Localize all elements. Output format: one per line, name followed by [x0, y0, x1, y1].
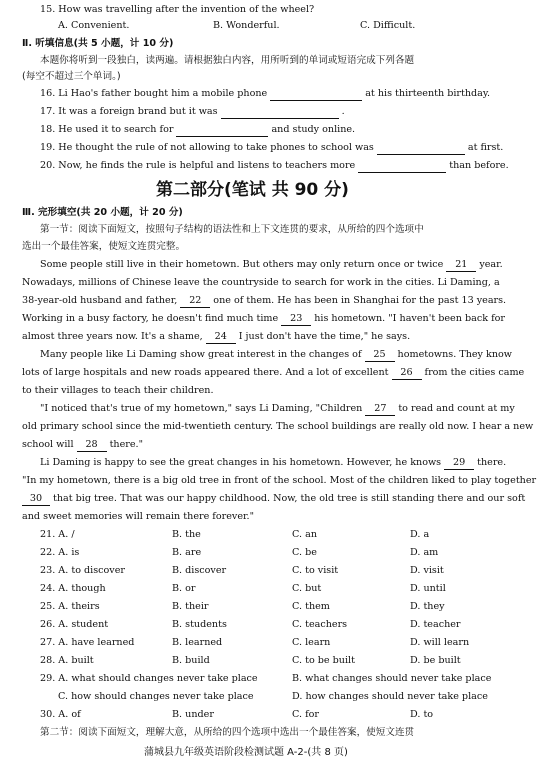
option-b[interactable]: B. under — [172, 709, 214, 720]
section2-heading: Ⅱ. 听填信息(共 5 小题，计 10 分) — [22, 38, 174, 49]
option-a[interactable]: 26. A. student — [40, 619, 109, 630]
section3-heading: Ⅲ. 完形填空(共 20 小题，计 20 分) — [22, 207, 183, 218]
option-a[interactable]: 27. A. have learned — [40, 637, 135, 648]
option-a[interactable]: 24. A. though — [40, 583, 106, 594]
option-b[interactable]: B. what changes should never take place — [292, 673, 492, 684]
passage-line: old primary school since the mid-twentieth century. The school buildings are really old now. I hear a new — [22, 421, 534, 432]
section3-instruction: 第一节：阅读下面短文，按照句子结构的语法性和上下文连贯的要求，从所给的四个选项中 — [40, 224, 424, 235]
option-d[interactable]: D. a — [410, 529, 430, 540]
option-a[interactable]: 23. A. to discover — [40, 565, 125, 576]
q16-blank[interactable] — [270, 88, 362, 101]
option-c[interactable]: C. for — [292, 709, 320, 720]
q19: 19. He thought the rule of not allowing to take phones to school was at first. — [40, 142, 504, 153]
q16: 16. Li Hao's father bought him a mobile phone at his thirteenth birthday. — [40, 88, 491, 99]
option-c[interactable]: C. how should changes never take place — [58, 691, 254, 702]
passage-line: Many people like Li Daming show great interest in the changes of 25 hometowns. They know — [40, 349, 512, 360]
blank-24[interactable]: 24 — [206, 331, 236, 344]
passage-line: Nowadays, millions of Chinese leave the countryside to search for work in the cities. Li Daming, a — [22, 277, 500, 288]
option-d[interactable]: D. until — [410, 583, 446, 594]
passage-line: Li Daming is happy to see the great changes in his hometown. However, he knows 29 there. — [40, 457, 507, 468]
passage-line: school will 28 there." — [22, 439, 144, 450]
option-c[interactable]: C. to be built — [292, 655, 355, 666]
blank-23[interactable]: 23 — [281, 313, 311, 326]
q20: 20. Now, he finds the rule is helpful and listens to teachers more than before. — [40, 160, 509, 171]
part2-title: 第二部分(笔试 共 90 分) — [156, 180, 349, 200]
q19-blank[interactable] — [377, 142, 465, 155]
option-a[interactable]: 22. A. is — [40, 547, 80, 558]
passage-line: "I noticed that's true of my hometown," says Li Daming, "Children 27 to read and count at my — [40, 403, 515, 414]
page-footer: 蒲城县九年级英语阶段检测试题 A-2-(共 8 页) — [144, 747, 348, 758]
passage-line: Working in a busy factory, he doesn't find much time 23 his hometown. "I haven't been back for — [22, 313, 505, 324]
blank-27[interactable]: 27 — [365, 403, 395, 416]
blank-26[interactable]: 26 — [392, 367, 422, 380]
option-a[interactable]: 21. A. / — [40, 529, 75, 540]
passage-line: lots of large hospitals and new roads appeared there. And a lot of excellent 26 from the cities came — [22, 367, 525, 378]
blank-25[interactable]: 25 — [365, 349, 395, 362]
option-d[interactable]: D. am — [410, 547, 439, 558]
q15-option-c: C. Difficult. — [360, 20, 416, 31]
section3-instruction-2: 选出一个最佳答案，使短文连贯完整。 — [22, 241, 186, 252]
section2-instruction: 本题你将听到一段独白，读两遍。请根据独白内容，用所听到的单词或短语完成下列各题 — [40, 55, 415, 66]
option-c[interactable]: C. but — [292, 583, 322, 594]
option-d[interactable]: D. they — [410, 601, 445, 612]
passage-line: 30 that big tree. That was our happy childhood. Now, the old tree is still standing there and our soft — [22, 493, 525, 506]
option-c[interactable]: C. to visit — [292, 565, 339, 576]
option-b[interactable]: B. build — [172, 655, 210, 666]
blank-29[interactable]: 29 — [444, 457, 474, 470]
q15-stem: 15. How was travelling after the invention of the wheel? — [40, 4, 315, 15]
passage-line: 38-year-old husband and father, 22 one of them. He has been in Shanghai for the past 13 years. — [22, 295, 507, 306]
passage-line: and sweet memories will remain there forever." — [22, 511, 254, 522]
option-b[interactable]: B. or — [172, 583, 196, 594]
option-b[interactable]: B. students — [172, 619, 227, 630]
blank-30[interactable]: 30 — [22, 493, 50, 506]
q17-blank[interactable] — [221, 106, 339, 119]
q15-option-a: A. Convenient. — [58, 20, 130, 31]
option-d[interactable]: D. to — [410, 709, 434, 720]
option-c[interactable]: C. them — [292, 601, 330, 612]
option-a[interactable]: 29. A. what should changes never take place — [40, 673, 258, 684]
q18: 18. He used it to search for and study online. — [40, 124, 356, 135]
option-c[interactable]: C. an — [292, 529, 317, 540]
q18-blank[interactable] — [176, 124, 268, 137]
option-b[interactable]: B. their — [172, 601, 209, 612]
option-d[interactable]: D. how changes should never take place — [292, 691, 488, 702]
passage-line: to their villages to teach their children. — [22, 385, 214, 396]
option-a[interactable]: 25. A. theirs — [40, 601, 100, 612]
option-b[interactable]: B. are — [172, 547, 202, 558]
option-d[interactable]: D. will learn — [410, 637, 470, 648]
blank-21[interactable]: 21 — [446, 259, 476, 272]
q17: 17. It was a foreign brand but it was . — [40, 106, 345, 117]
q15-option-b: B. Wonderful. — [213, 20, 280, 31]
option-b[interactable]: B. discover — [172, 565, 227, 576]
section2-instruction-2: (每空不超过三个单词。) — [22, 71, 121, 82]
passage-line: Some people still live in their hometown. But others may only return once or twice 21 year. — [40, 259, 503, 270]
option-d[interactable]: D. visit — [410, 565, 444, 576]
blank-22[interactable]: 22 — [180, 295, 210, 308]
option-c[interactable]: C. be — [292, 547, 317, 558]
option-c[interactable]: C. teachers — [292, 619, 348, 630]
passage-line: "In my hometown, there is a big old tree in front of the school. Most of the children liked to play together — [22, 475, 537, 486]
passage-line: almost three years now. It's a shame, 24 I just don't have the time," he says. — [22, 331, 411, 342]
q20-blank[interactable] — [358, 160, 446, 173]
option-b[interactable]: B. the — [172, 529, 201, 540]
option-d[interactable]: D. teacher — [410, 619, 461, 630]
blank-28[interactable]: 28 — [77, 439, 107, 452]
option-c[interactable]: C. learn — [292, 637, 331, 648]
section3-part2-instruction: 第二节：阅读下面短文，理解大意，从所给的四个选项中选出一个最佳答案，使短文连贯 — [40, 727, 415, 738]
option-a[interactable]: 28. A. built — [40, 655, 94, 666]
option-a[interactable]: 30. A. of — [40, 709, 81, 720]
option-d[interactable]: D. be built — [410, 655, 461, 666]
option-b[interactable]: B. learned — [172, 637, 223, 648]
